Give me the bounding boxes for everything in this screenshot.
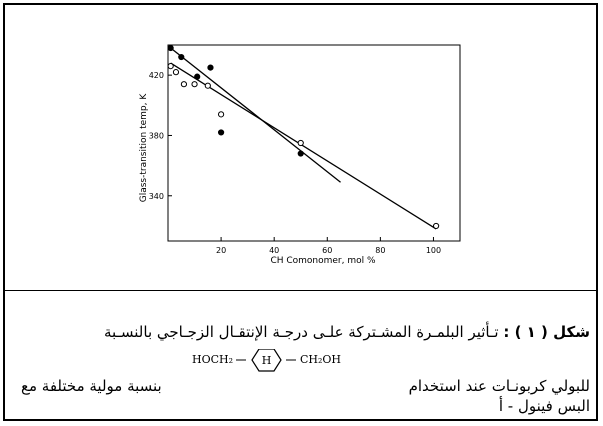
caption-line-2-left: بنسبة مولية مختلفة مع: [21, 377, 162, 395]
glass-transition-chart: [5, 5, 596, 290]
caption-text-1: تـأثير البلمـرة المشـتركة علـى درجـة الإنتقـال الزجـاجي بالنسـبة: [103, 323, 499, 341]
figure-frame: [3, 3, 598, 421]
caption-line-2-right: للبولي كربونـات عند استخدام: [408, 377, 590, 395]
formula-ring-label: H: [261, 354, 272, 367]
filled-data-point: [179, 54, 184, 59]
filled-data-point: [208, 65, 213, 70]
trend-lines: [171, 48, 436, 229]
chart-panel: [5, 5, 596, 291]
x-axis-label: CH Comonomer, mol %: [270, 256, 376, 266]
caption-line-1: [104, 323, 590, 341]
trend-line-2: [171, 63, 436, 229]
x-tick-label: 100: [425, 246, 442, 255]
open-data-point: [218, 112, 223, 117]
x-tick-label: 20: [215, 246, 227, 255]
tick-marks: [168, 75, 433, 241]
plot-frame: [168, 45, 460, 241]
x-tick-label: 80: [375, 246, 386, 255]
filled-data-point: [218, 130, 223, 135]
caption-line-3: البس فينول - أ: [498, 397, 590, 415]
y-tick-label: 380: [148, 131, 164, 141]
open-data-point: [173, 70, 178, 75]
open-data-point: [181, 82, 186, 87]
y-tick-label: 420: [148, 71, 164, 81]
open-data-point: [192, 82, 197, 87]
caption-label: شكل ( ١ ) :: [503, 323, 590, 341]
chart-axes: [168, 45, 460, 241]
filled-data-point: [168, 45, 173, 50]
formula-left-group: HOCH₂: [192, 353, 234, 366]
data-points: [168, 45, 439, 228]
x-tick-label: 60: [322, 246, 333, 255]
y-axis-label: Glass-transition temp, K: [139, 93, 149, 203]
filled-data-point: [195, 74, 200, 79]
open-data-point: [205, 83, 210, 88]
filled-data-point: [298, 151, 303, 156]
x-tick-label: 40: [269, 246, 280, 255]
tick-labels: [149, 71, 441, 255]
open-data-point: [434, 223, 439, 228]
trend-line-1: [171, 48, 341, 182]
formula-right-group: CH₂OH: [300, 353, 342, 366]
y-tick-label: 340: [148, 191, 164, 201]
figure-caption: [5, 293, 596, 419]
open-data-point: [168, 64, 173, 69]
open-data-point: [298, 140, 303, 145]
chemical-formula: [190, 349, 370, 381]
